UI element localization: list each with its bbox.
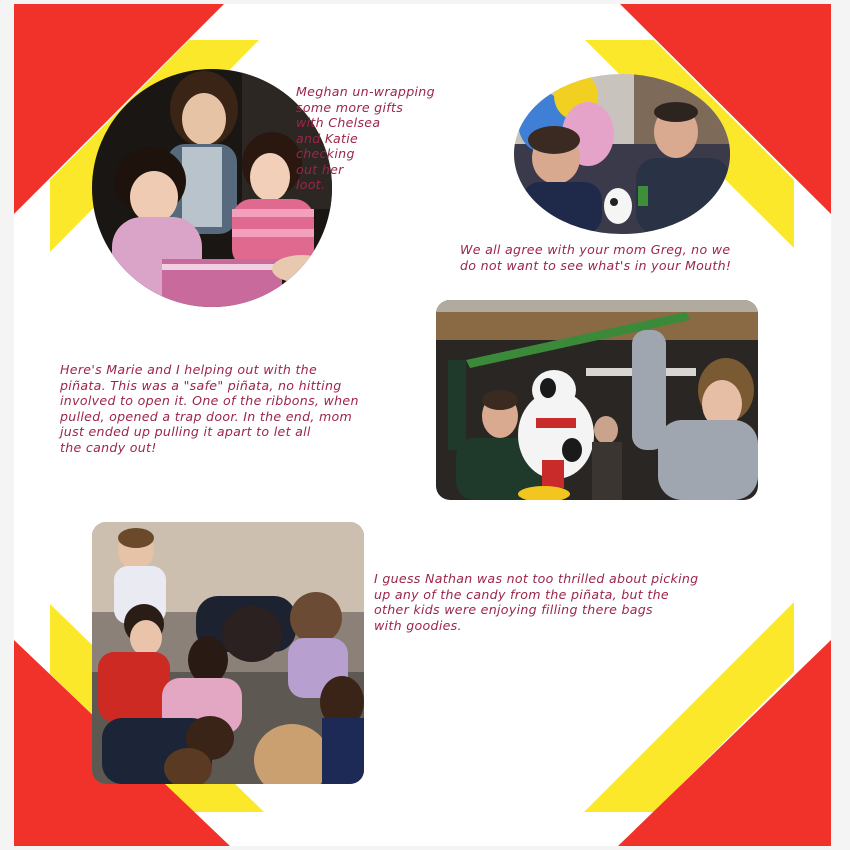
- bottom-right-red-triangle: [618, 640, 831, 846]
- caption-gifts: Meghan un-wrapping some more gifts with Chelsea and Katie checking out her loot.: [296, 84, 435, 192]
- caption-candy: I guess Nathan was not too thrilled about picking up any of the candy from the piñata, but the other kids were enjoying filling there bags with goodies.: [374, 571, 699, 633]
- photo-pinata: [436, 300, 758, 500]
- caption-mouth: We all agree with your mom Greg, no we do not want to see what's in your Mouth!: [460, 242, 732, 273]
- scrapbook-page: [14, 4, 831, 846]
- photo-kids-picking-candy: [92, 522, 364, 784]
- photo-mom-and-greg: [514, 74, 730, 234]
- caption-pinata: Here's Marie and I helping out with the piñata. This was a "safe" piñata, no hitting involved to open it. One of the ribbons, when pulled, opened a trap door. In the end, mom just ended up pulling it apart to let all the candy out!: [60, 362, 359, 455]
